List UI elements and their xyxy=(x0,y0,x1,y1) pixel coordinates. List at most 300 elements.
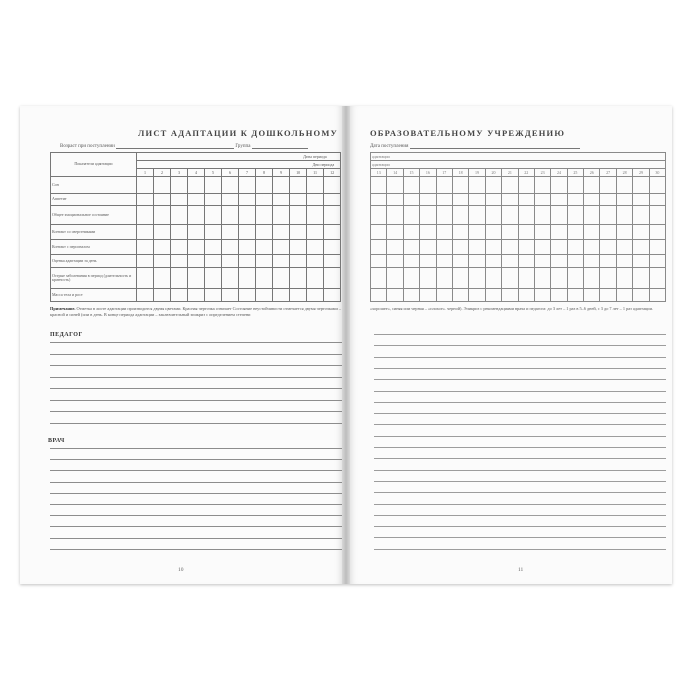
mark-cell[interactable] xyxy=(649,194,666,206)
mark-cell[interactable] xyxy=(420,240,436,255)
mark-cell[interactable] xyxy=(518,206,534,225)
mark-cell[interactable] xyxy=(649,268,666,289)
writing-line[interactable] xyxy=(374,334,666,335)
mark-cell[interactable] xyxy=(171,289,188,302)
mark-cell[interactable] xyxy=(436,268,452,289)
mark-cell[interactable] xyxy=(502,225,518,240)
mark-cell[interactable] xyxy=(551,255,567,268)
mark-cell[interactable] xyxy=(387,289,403,302)
writing-line[interactable] xyxy=(50,504,342,505)
mark-cell[interactable] xyxy=(273,177,290,194)
mark-cell[interactable] xyxy=(616,268,632,289)
writing-line[interactable] xyxy=(50,515,342,516)
mark-cell[interactable] xyxy=(188,255,205,268)
writing-line[interactable] xyxy=(374,504,666,505)
mark-cell[interactable] xyxy=(171,225,188,240)
writing-line[interactable] xyxy=(374,447,666,448)
mark-cell[interactable] xyxy=(649,206,666,225)
mark-cell[interactable] xyxy=(469,268,485,289)
mark-cell[interactable] xyxy=(256,240,273,255)
mark-cell[interactable] xyxy=(403,268,419,289)
mark-cell[interactable] xyxy=(371,255,387,268)
mark-cell[interactable] xyxy=(633,177,649,194)
mark-cell[interactable] xyxy=(188,268,205,289)
mark-cell[interactable] xyxy=(239,289,256,302)
writing-line[interactable] xyxy=(374,424,666,425)
mark-cell[interactable] xyxy=(403,289,419,302)
mark-cell[interactable] xyxy=(616,240,632,255)
mark-cell[interactable] xyxy=(387,177,403,194)
mark-cell[interactable] xyxy=(239,206,256,225)
page-title: ЛИСТ АДАПТАЦИИ К ДОШКОЛЬНОМУ xyxy=(137,128,338,138)
mark-cell[interactable] xyxy=(256,194,273,206)
mark-cell[interactable] xyxy=(567,289,583,302)
mark-cell[interactable] xyxy=(403,255,419,268)
mark-cell[interactable] xyxy=(273,268,290,289)
mark-cell[interactable] xyxy=(387,206,403,225)
mark-cell[interactable] xyxy=(239,177,256,194)
mark-cell[interactable] xyxy=(290,255,307,268)
mark-cell[interactable] xyxy=(518,240,534,255)
mark-cell[interactable] xyxy=(502,289,518,302)
mark-cell[interactable] xyxy=(324,240,341,255)
mark-cell[interactable] xyxy=(502,194,518,206)
mark-cell[interactable] xyxy=(171,177,188,194)
mark-cell[interactable] xyxy=(387,255,403,268)
mark-cell[interactable] xyxy=(567,225,583,240)
mark-cell[interactable] xyxy=(387,268,403,289)
table-row xyxy=(371,255,666,268)
mark-cell[interactable] xyxy=(452,255,468,268)
mark-cell[interactable] xyxy=(452,194,468,206)
mark-cell[interactable] xyxy=(188,225,205,240)
mark-cell[interactable] xyxy=(649,255,666,268)
mark-cell[interactable] xyxy=(551,194,567,206)
mark-cell[interactable] xyxy=(371,194,387,206)
writing-line[interactable] xyxy=(374,481,666,482)
mark-cell[interactable] xyxy=(387,225,403,240)
age-input-line[interactable] xyxy=(116,142,234,149)
mark-cell[interactable] xyxy=(154,206,171,225)
mark-cell[interactable] xyxy=(616,289,632,302)
writing-line[interactable] xyxy=(50,470,342,471)
mark-cell[interactable] xyxy=(403,206,419,225)
writing-line[interactable] xyxy=(374,379,666,380)
mark-cell[interactable] xyxy=(154,240,171,255)
mark-cell[interactable] xyxy=(633,268,649,289)
writing-line[interactable] xyxy=(50,482,342,483)
mark-cell[interactable] xyxy=(171,240,188,255)
mark-cell[interactable] xyxy=(371,206,387,225)
age-label: Возраст при поступлении xyxy=(60,144,115,149)
mark-cell[interactable] xyxy=(324,289,341,302)
mark-cell[interactable] xyxy=(584,289,600,302)
mark-cell[interactable] xyxy=(633,255,649,268)
mark-cell[interactable] xyxy=(307,268,324,289)
writing-line[interactable] xyxy=(374,470,666,471)
mark-cell[interactable] xyxy=(469,240,485,255)
mark-cell[interactable] xyxy=(256,289,273,302)
mark-cell[interactable] xyxy=(633,225,649,240)
writing-line[interactable] xyxy=(50,400,342,401)
mark-cell[interactable] xyxy=(518,255,534,268)
mark-cell[interactable] xyxy=(273,225,290,240)
mark-cell[interactable] xyxy=(205,240,222,255)
mark-cell[interactable] xyxy=(188,289,205,302)
mark-cell[interactable] xyxy=(137,177,154,194)
mark-cell[interactable] xyxy=(469,289,485,302)
mark-cell[interactable] xyxy=(239,268,256,289)
mark-cell[interactable] xyxy=(154,194,171,206)
mark-cell[interactable] xyxy=(502,206,518,225)
table-row xyxy=(371,177,666,194)
mark-cell[interactable] xyxy=(324,177,341,194)
mark-cell[interactable] xyxy=(469,177,485,194)
mark-cell[interactable] xyxy=(137,268,154,289)
mark-cell[interactable] xyxy=(452,206,468,225)
mark-cell[interactable] xyxy=(222,177,239,194)
mark-cell[interactable] xyxy=(222,255,239,268)
mark-cell[interactable] xyxy=(290,194,307,206)
writing-line[interactable] xyxy=(374,549,666,550)
mark-cell[interactable] xyxy=(307,225,324,240)
mark-cell[interactable] xyxy=(436,194,452,206)
mark-cell[interactable] xyxy=(256,177,273,194)
writing-line[interactable] xyxy=(374,537,666,538)
mark-cell[interactable] xyxy=(633,289,649,302)
mark-cell[interactable] xyxy=(324,206,341,225)
mark-cell[interactable] xyxy=(567,255,583,268)
mark-cell[interactable] xyxy=(436,289,452,302)
mark-cell[interactable] xyxy=(205,194,222,206)
mark-cell[interactable] xyxy=(485,255,501,268)
mark-cell[interactable] xyxy=(171,206,188,225)
day-number-cell: 28 xyxy=(616,169,632,177)
mark-cell[interactable] xyxy=(273,289,290,302)
mark-cell[interactable] xyxy=(600,225,616,240)
mark-cell[interactable] xyxy=(171,255,188,268)
mark-cell[interactable] xyxy=(307,194,324,206)
mark-cell[interactable] xyxy=(420,268,436,289)
mark-cell[interactable] xyxy=(171,268,188,289)
mark-cell[interactable] xyxy=(649,177,666,194)
writing-line[interactable] xyxy=(50,448,342,449)
mark-cell[interactable] xyxy=(222,225,239,240)
mark-cell[interactable] xyxy=(633,194,649,206)
writing-line[interactable] xyxy=(50,526,342,527)
mark-cell[interactable] xyxy=(518,225,534,240)
mark-cell[interactable] xyxy=(307,206,324,225)
mark-cell[interactable] xyxy=(290,268,307,289)
mark-cell[interactable] xyxy=(567,240,583,255)
mark-cell[interactable] xyxy=(534,177,550,194)
writing-line[interactable] xyxy=(374,458,666,459)
mark-cell[interactable] xyxy=(137,289,154,302)
mark-cell[interactable] xyxy=(137,255,154,268)
mark-cell[interactable] xyxy=(600,255,616,268)
mark-cell[interactable] xyxy=(649,225,666,240)
mark-cell[interactable] xyxy=(502,255,518,268)
mark-cell[interactable] xyxy=(534,206,550,225)
mark-cell[interactable] xyxy=(452,225,468,240)
mark-cell[interactable] xyxy=(469,194,485,206)
group-input-line[interactable] xyxy=(252,142,308,149)
mark-cell[interactable] xyxy=(502,177,518,194)
mark-cell[interactable] xyxy=(137,194,154,206)
mark-cell[interactable] xyxy=(600,206,616,225)
mark-cell[interactable] xyxy=(649,289,666,302)
left-page xyxy=(20,106,342,584)
mark-cell[interactable] xyxy=(584,225,600,240)
writing-line[interactable] xyxy=(50,493,342,494)
mark-cell[interactable] xyxy=(534,194,550,206)
mark-cell[interactable] xyxy=(256,225,273,240)
mark-cell[interactable] xyxy=(205,177,222,194)
mark-cell[interactable] xyxy=(436,206,452,225)
mark-cell[interactable] xyxy=(485,289,501,302)
mark-cell[interactable] xyxy=(551,268,567,289)
mark-cell[interactable] xyxy=(403,177,419,194)
mark-cell[interactable] xyxy=(420,177,436,194)
writing-line[interactable] xyxy=(50,459,342,460)
mark-cell[interactable] xyxy=(518,289,534,302)
mark-cell[interactable] xyxy=(502,240,518,255)
mark-cell[interactable] xyxy=(137,240,154,255)
mark-cell[interactable] xyxy=(307,240,324,255)
mark-cell[interactable] xyxy=(222,194,239,206)
mark-cell[interactable] xyxy=(584,255,600,268)
mark-cell[interactable] xyxy=(403,194,419,206)
mark-cell[interactable] xyxy=(188,177,205,194)
mark-cell[interactable] xyxy=(633,206,649,225)
age-field xyxy=(60,142,308,149)
mark-cell[interactable] xyxy=(485,240,501,255)
mark-cell[interactable] xyxy=(436,240,452,255)
mark-cell[interactable] xyxy=(205,225,222,240)
mark-cell[interactable] xyxy=(600,268,616,289)
mark-cell[interactable] xyxy=(324,225,341,240)
mark-cell[interactable] xyxy=(290,206,307,225)
mark-cell[interactable] xyxy=(485,194,501,206)
writing-line[interactable] xyxy=(374,368,666,369)
mark-cell[interactable] xyxy=(188,194,205,206)
writing-line[interactable] xyxy=(374,413,666,414)
mark-cell[interactable] xyxy=(154,177,171,194)
mark-cell[interactable] xyxy=(616,194,632,206)
writing-line[interactable] xyxy=(374,492,666,493)
mark-cell[interactable] xyxy=(518,268,534,289)
mark-cell[interactable] xyxy=(324,255,341,268)
writing-line[interactable] xyxy=(50,342,342,343)
mark-cell[interactable] xyxy=(188,240,205,255)
mark-cell[interactable] xyxy=(290,289,307,302)
day-number-cell: 4 xyxy=(188,169,205,177)
mark-cell[interactable] xyxy=(584,240,600,255)
mark-cell[interactable] xyxy=(485,177,501,194)
mark-cell[interactable] xyxy=(137,225,154,240)
mark-cell[interactable] xyxy=(420,194,436,206)
mark-cell[interactable] xyxy=(371,240,387,255)
mark-cell[interactable] xyxy=(239,240,256,255)
mark-cell[interactable] xyxy=(584,194,600,206)
mark-cell[interactable] xyxy=(436,177,452,194)
mark-cell[interactable] xyxy=(273,240,290,255)
mark-cell[interactable] xyxy=(371,268,387,289)
mark-cell[interactable] xyxy=(452,268,468,289)
mark-cell[interactable] xyxy=(469,206,485,225)
mark-cell[interactable] xyxy=(273,206,290,225)
writing-line[interactable] xyxy=(374,391,666,392)
mark-cell[interactable] xyxy=(324,194,341,206)
mark-cell[interactable] xyxy=(154,225,171,240)
mark-cell[interactable] xyxy=(584,206,600,225)
mark-cell[interactable] xyxy=(403,225,419,240)
mark-cell[interactable] xyxy=(137,206,154,225)
mark-cell[interactable] xyxy=(534,225,550,240)
mark-cell[interactable] xyxy=(205,289,222,302)
mark-cell[interactable] xyxy=(371,289,387,302)
writing-line[interactable] xyxy=(50,549,342,550)
writing-line[interactable] xyxy=(374,357,666,358)
mark-cell[interactable] xyxy=(420,289,436,302)
mark-cell[interactable] xyxy=(436,225,452,240)
mark-cell[interactable] xyxy=(518,177,534,194)
adaptation-table-left xyxy=(50,152,341,302)
mark-cell[interactable] xyxy=(584,268,600,289)
mark-cell[interactable] xyxy=(273,194,290,206)
mark-cell[interactable] xyxy=(154,268,171,289)
mark-cell[interactable] xyxy=(600,289,616,302)
mark-cell[interactable] xyxy=(567,206,583,225)
mark-cell[interactable] xyxy=(600,194,616,206)
mark-cell[interactable] xyxy=(616,225,632,240)
mark-cell[interactable] xyxy=(387,194,403,206)
mark-cell[interactable] xyxy=(551,289,567,302)
mark-cell[interactable] xyxy=(420,225,436,240)
writing-line[interactable] xyxy=(50,423,342,424)
table-row xyxy=(371,268,666,289)
mark-cell[interactable] xyxy=(222,240,239,255)
mark-cell[interactable] xyxy=(551,206,567,225)
mark-cell[interactable] xyxy=(469,225,485,240)
mark-cell[interactable] xyxy=(205,255,222,268)
mark-cell[interactable] xyxy=(290,177,307,194)
mark-cell[interactable] xyxy=(324,268,341,289)
writing-line[interactable] xyxy=(374,402,666,403)
mark-cell[interactable] xyxy=(485,268,501,289)
mark-cell[interactable] xyxy=(239,255,256,268)
mark-cell[interactable] xyxy=(534,268,550,289)
mark-cell[interactable] xyxy=(616,206,632,225)
mark-cell[interactable] xyxy=(205,206,222,225)
table-row xyxy=(51,255,341,268)
mark-cell[interactable] xyxy=(616,255,632,268)
writing-line[interactable] xyxy=(50,388,342,389)
mark-cell[interactable] xyxy=(387,240,403,255)
day-number-cell: 13 xyxy=(371,169,387,177)
mark-cell[interactable] xyxy=(485,206,501,225)
mark-cell[interactable] xyxy=(307,255,324,268)
mark-cell[interactable] xyxy=(600,240,616,255)
mark-cell[interactable] xyxy=(239,194,256,206)
day-number-cell: 30 xyxy=(649,169,666,177)
mark-cell[interactable] xyxy=(222,289,239,302)
mark-cell[interactable] xyxy=(551,177,567,194)
mark-cell[interactable] xyxy=(256,255,273,268)
mark-cell[interactable] xyxy=(290,240,307,255)
mark-cell[interactable] xyxy=(222,206,239,225)
mark-cell[interactable] xyxy=(551,225,567,240)
mark-cell[interactable] xyxy=(273,255,290,268)
mark-cell[interactable] xyxy=(239,225,256,240)
writing-line[interactable] xyxy=(374,345,666,346)
mark-cell[interactable] xyxy=(371,177,387,194)
day-number-cell: 6 xyxy=(222,169,239,177)
mark-cell[interactable] xyxy=(154,255,171,268)
mark-cell[interactable] xyxy=(436,255,452,268)
mark-cell[interactable] xyxy=(534,289,550,302)
mark-cell[interactable] xyxy=(469,255,485,268)
mark-cell[interactable] xyxy=(600,177,616,194)
mark-cell[interactable] xyxy=(205,268,222,289)
admission-input-line[interactable] xyxy=(410,142,580,149)
indicator-label: Контакт со сверстниками xyxy=(51,225,137,240)
mark-cell[interactable] xyxy=(171,194,188,206)
writing-line[interactable] xyxy=(50,354,342,355)
mark-cell[interactable] xyxy=(256,268,273,289)
mark-cell[interactable] xyxy=(649,240,666,255)
writing-line[interactable] xyxy=(50,411,342,412)
mark-cell[interactable] xyxy=(452,289,468,302)
mark-cell[interactable] xyxy=(485,225,501,240)
writing-line[interactable] xyxy=(50,377,342,378)
mark-cell[interactable] xyxy=(551,240,567,255)
mark-cell[interactable] xyxy=(518,194,534,206)
mark-cell[interactable] xyxy=(534,255,550,268)
mark-cell[interactable] xyxy=(567,268,583,289)
writing-line[interactable] xyxy=(374,515,666,516)
mark-cell[interactable] xyxy=(307,177,324,194)
table-row xyxy=(51,177,341,194)
writing-line[interactable] xyxy=(374,436,666,437)
mark-cell[interactable] xyxy=(403,240,419,255)
note-block-continued: «хорошее», синяя или черная – «плохое». черной). Эпикриз с рекомендациями врача и педагога: до 3 лет – 1 раз в 5–6 дней, с 3 до 7 лет – 1 раз адаптации. xyxy=(370,306,653,311)
writing-line[interactable] xyxy=(50,538,342,539)
mark-cell[interactable] xyxy=(188,206,205,225)
mark-cell[interactable] xyxy=(307,289,324,302)
mark-cell[interactable] xyxy=(534,240,550,255)
mark-cell[interactable] xyxy=(420,206,436,225)
mark-cell[interactable] xyxy=(502,268,518,289)
indicator-label: Аппетит xyxy=(51,194,137,206)
mark-cell[interactable] xyxy=(256,206,273,225)
writing-line[interactable] xyxy=(374,526,666,527)
mark-cell[interactable] xyxy=(452,177,468,194)
writing-line[interactable] xyxy=(50,365,342,366)
mark-cell[interactable] xyxy=(633,240,649,255)
mark-cell[interactable] xyxy=(371,225,387,240)
mark-cell[interactable] xyxy=(567,177,583,194)
mark-cell[interactable] xyxy=(567,194,583,206)
mark-cell[interactable] xyxy=(452,240,468,255)
mark-cell[interactable] xyxy=(420,255,436,268)
mark-cell[interactable] xyxy=(290,225,307,240)
mark-cell[interactable] xyxy=(616,177,632,194)
mark-cell[interactable] xyxy=(154,289,171,302)
mark-cell[interactable] xyxy=(222,268,239,289)
day-number-cell: 12 xyxy=(324,169,341,177)
mark-cell[interactable] xyxy=(584,177,600,194)
